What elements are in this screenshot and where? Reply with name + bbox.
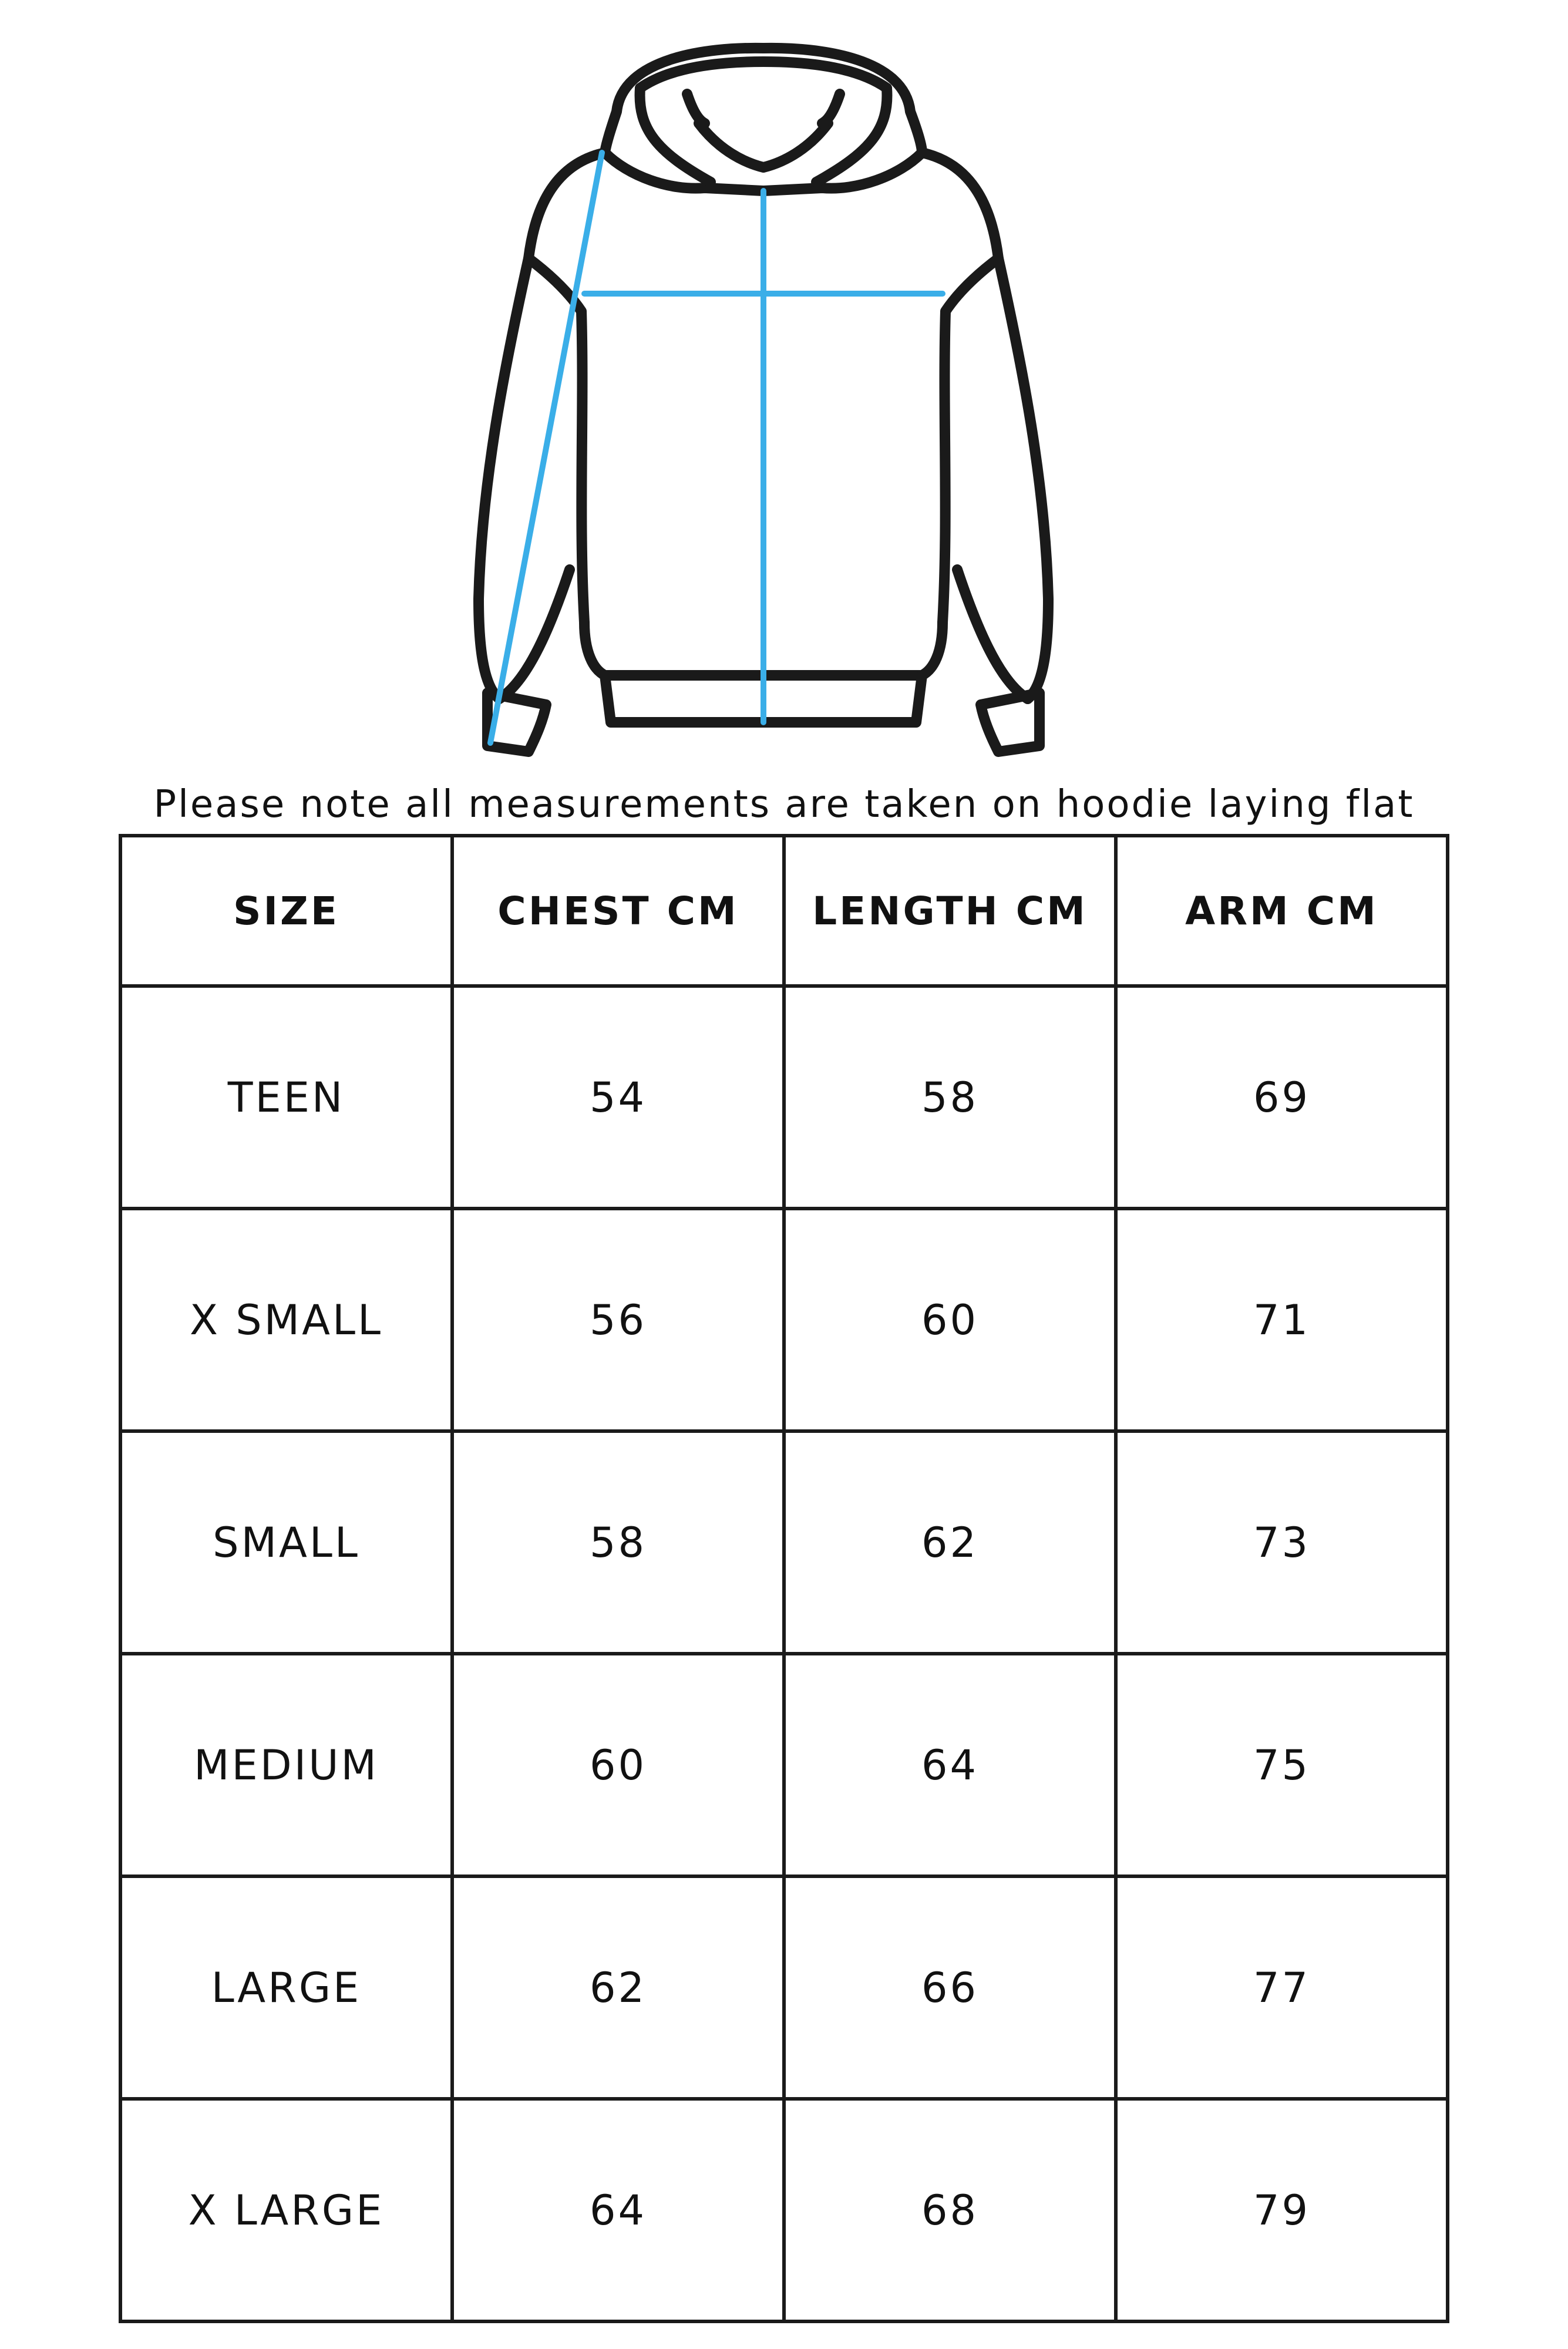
cell-length: 66 xyxy=(784,1876,1116,2099)
cell-chest: 58 xyxy=(452,1431,784,1654)
table-row xyxy=(120,2099,1448,2321)
cell-chest: 60 xyxy=(452,1654,784,1876)
cell-length: 62 xyxy=(784,1431,1116,1654)
header-length: LENGTH CM xyxy=(784,836,1116,986)
cell-length: 60 xyxy=(784,1209,1116,1431)
table-row xyxy=(120,1654,1448,1876)
cell-arm: 77 xyxy=(1116,1876,1448,2099)
header-size: SIZE xyxy=(120,836,452,986)
cell-size: SMALL xyxy=(120,1431,452,1654)
table-row xyxy=(120,1431,1448,1654)
cell-size: X LARGE xyxy=(120,2099,452,2321)
cell-size: LARGE xyxy=(120,1876,452,2099)
cell-size: MEDIUM xyxy=(120,1654,452,1876)
cell-arm: 69 xyxy=(1116,986,1448,1209)
cell-chest: 56 xyxy=(452,1209,784,1431)
cell-arm: 79 xyxy=(1116,2099,1448,2321)
measurement-note: Please note all measurements are taken on hoodie laying flat xyxy=(153,783,1415,826)
cell-size: X SMALL xyxy=(120,1209,452,1431)
header-chest: CHEST CM xyxy=(452,836,784,986)
cell-arm: 75 xyxy=(1116,1654,1448,1876)
cell-length: 58 xyxy=(784,986,1116,1209)
cell-chest: 62 xyxy=(452,1876,784,2099)
cell-chest: 64 xyxy=(452,2099,784,2321)
table-header-row xyxy=(120,836,1448,986)
header-arm: ARM CM xyxy=(1116,836,1448,986)
cell-length: 68 xyxy=(784,2099,1116,2321)
cell-length: 64 xyxy=(784,1654,1116,1876)
table-row xyxy=(120,1209,1448,1431)
table-row xyxy=(120,986,1448,1209)
cell-arm: 71 xyxy=(1116,1209,1448,1431)
cell-size: TEEN xyxy=(120,986,452,1209)
hoodie-icon xyxy=(435,35,1092,769)
size-chart-table xyxy=(119,834,1449,2323)
cell-arm: 73 xyxy=(1116,1431,1448,1654)
cell-chest: 54 xyxy=(452,986,784,1209)
table-row xyxy=(120,1876,1448,2099)
